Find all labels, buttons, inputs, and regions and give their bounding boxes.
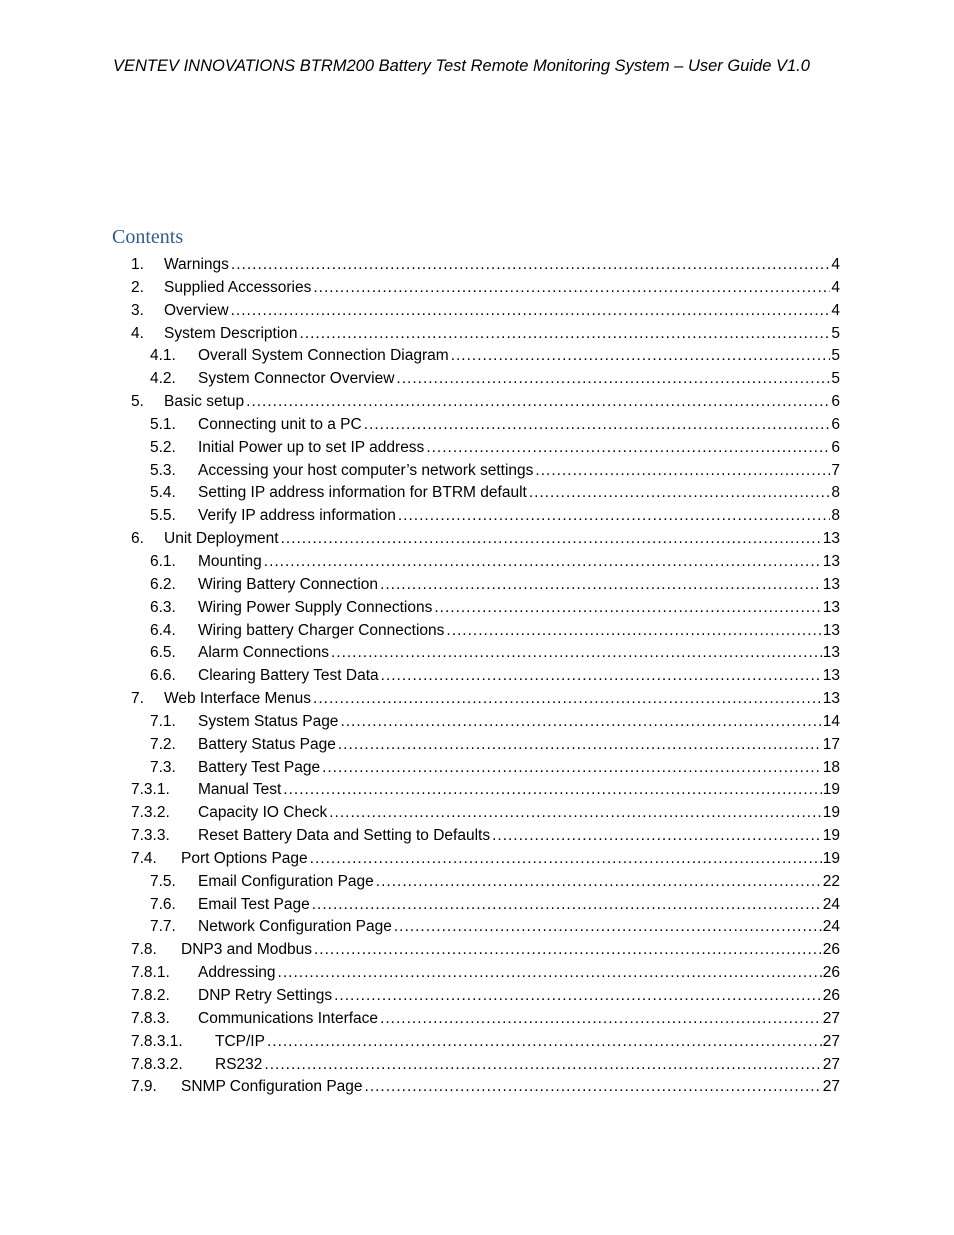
toc-entry-label: Email Configuration Page — [198, 871, 376, 894]
toc-entry-label: Addressing — [198, 962, 278, 985]
dot-leader — [313, 688, 822, 711]
toc-entry-number: 6. — [131, 530, 144, 548]
toc-entry-page-number: 13 — [822, 575, 840, 593]
toc-entry-page-number: 19 — [822, 827, 840, 845]
toc-entry-label: Clearing Battery Test Data — [198, 665, 381, 688]
toc-entry-number: 7.8.1. — [131, 964, 170, 982]
toc-entry[interactable] — [0, 985, 954, 1008]
toc-entry-number: 5. — [131, 393, 144, 411]
toc-entry-number: 7.1. — [150, 712, 176, 730]
toc-entry[interactable] — [0, 254, 954, 277]
dot-leader — [314, 939, 822, 962]
toc-entry-label: Overall System Connection Diagram — [198, 345, 451, 368]
toc-entry[interactable] — [0, 939, 954, 962]
toc-entry[interactable] — [0, 894, 954, 917]
toc-entry-number: 7.3.2. — [131, 804, 170, 822]
toc-entry-label: Alarm Connections — [198, 642, 331, 665]
toc-entry[interactable] — [0, 300, 954, 323]
dot-leader — [331, 642, 822, 665]
dot-leader — [313, 277, 830, 300]
dot-leader — [380, 574, 822, 597]
toc-entry-label: Web Interface Menus — [164, 688, 313, 711]
toc-entry-number: 6.5. — [150, 644, 176, 662]
toc-entry-number: 7.3. — [150, 758, 176, 776]
dot-leader — [529, 482, 831, 505]
toc-entry[interactable] — [0, 642, 954, 665]
toc-entry-label: Mounting — [198, 551, 264, 574]
toc-entry-label: Accessing your host computer’s network settings — [198, 460, 535, 483]
dot-leader — [451, 345, 831, 368]
toc-entry-page-number: 27 — [822, 1055, 840, 1073]
toc-entry-label: System Connector Overview — [198, 368, 396, 391]
toc-entry[interactable] — [0, 597, 954, 620]
dot-leader — [340, 711, 821, 734]
toc-entry-number: 7.7. — [150, 918, 176, 936]
toc-entry-page-number: 27 — [822, 1009, 840, 1027]
toc-entry-number: 7.4. — [131, 849, 157, 867]
toc-entry-label: Battery Status Page — [198, 734, 338, 757]
toc-entry[interactable] — [0, 391, 954, 414]
toc-entry-label: Wiring battery Charger Connections — [198, 620, 446, 643]
toc-entry-page-number: 4 — [831, 256, 840, 273]
dot-leader — [446, 620, 821, 643]
dot-leader — [281, 528, 822, 551]
toc-entry[interactable] — [0, 551, 954, 574]
toc-entry-page-number: 13 — [822, 644, 840, 662]
toc-entry-label: Warnings — [164, 254, 231, 277]
toc-entry[interactable] — [0, 1031, 954, 1054]
dot-leader — [398, 505, 831, 528]
toc-entry[interactable] — [0, 802, 954, 825]
toc-entry-page-number: 8 — [831, 484, 840, 502]
dot-leader — [300, 323, 831, 346]
toc-entry-page-number: 5 — [831, 324, 840, 342]
toc-entry-number: 5.3. — [150, 461, 176, 479]
toc-entry-page-number: 13 — [822, 621, 840, 639]
toc-entry-label: Basic setup — [164, 391, 246, 414]
toc-entry-label: Wiring Battery Connection — [198, 574, 380, 597]
toc-entry-label: Battery Test Page — [198, 757, 322, 780]
toc-entry-number: 7.2. — [150, 735, 176, 753]
toc-entry-page-number: 27 — [822, 1078, 840, 1096]
toc-entry-number: 6.2. — [150, 575, 176, 593]
dot-leader — [376, 871, 822, 894]
toc-entry-number: 7.8. — [131, 941, 157, 959]
toc-entry[interactable] — [0, 414, 954, 437]
toc-entry[interactable] — [0, 871, 954, 894]
dot-leader — [329, 802, 822, 825]
toc-entry-number: 7.3.1. — [131, 781, 170, 799]
toc-entry[interactable] — [0, 505, 954, 528]
toc-entry-number: 6.4. — [150, 621, 176, 639]
toc-entry-label: Reset Battery Data and Setting to Defaults — [198, 825, 492, 848]
dot-leader — [310, 848, 822, 871]
toc-entry[interactable] — [0, 574, 954, 597]
toc-entry[interactable] — [0, 711, 954, 734]
toc-entry[interactable] — [0, 688, 954, 711]
toc-entry-number: 6.1. — [150, 552, 176, 570]
toc-entry[interactable] — [0, 528, 954, 551]
toc-entry-label: Manual Test — [198, 779, 283, 802]
dot-leader — [264, 551, 822, 574]
dot-leader — [283, 779, 821, 802]
toc-entry-number: 6.3. — [150, 598, 176, 616]
toc-entry-page-number: 14 — [822, 712, 840, 730]
toc-entry-label: Setting IP address information for BTRM default — [198, 482, 529, 505]
toc-entry-number: 5.2. — [150, 438, 176, 456]
dot-leader — [278, 962, 822, 985]
toc-entry[interactable] — [0, 825, 954, 848]
toc-entry[interactable] — [0, 460, 954, 483]
toc-entry-page-number: 13 — [822, 690, 840, 708]
toc-entry-page-number: 26 — [822, 941, 840, 959]
toc-entry[interactable] — [0, 1076, 954, 1099]
dot-leader — [380, 1008, 822, 1031]
toc-entry[interactable] — [0, 482, 954, 505]
toc-entry-number: 4.1. — [150, 347, 176, 365]
toc-entry-page-number: 6 — [831, 393, 840, 411]
toc-entry[interactable] — [0, 734, 954, 757]
toc-entry-page-number: 19 — [822, 804, 840, 822]
toc-entry-label: Capacity IO Check — [198, 802, 329, 825]
dot-leader — [396, 368, 830, 391]
toc-entry-page-number: 8 — [831, 507, 840, 525]
toc-entry-number: 7.8.3.2. — [131, 1055, 183, 1073]
toc-entry-label: System Description — [164, 323, 300, 346]
toc-entry-page-number: 6 — [831, 438, 840, 456]
dot-leader — [426, 437, 830, 460]
dot-leader — [312, 894, 822, 917]
toc-entry-page-number: 24 — [822, 918, 840, 936]
toc-entry-label: Initial Power up to set IP address — [198, 437, 426, 460]
toc-entry-page-number: 13 — [822, 552, 840, 570]
dot-leader — [364, 414, 831, 437]
toc-entry[interactable] — [0, 848, 954, 871]
toc-entry-number: 4.2. — [150, 370, 176, 388]
toc-entry-number: 6.6. — [150, 667, 176, 685]
toc-entry[interactable] — [0, 345, 954, 368]
toc-entry-label: RS232 — [215, 1054, 264, 1077]
dot-leader — [492, 825, 822, 848]
dot-leader — [231, 254, 830, 277]
toc-entry-page-number: 19 — [822, 849, 840, 867]
toc-entry-number: 5.4. — [150, 484, 176, 502]
dot-leader — [365, 1076, 822, 1099]
toc-entry-label: SNMP Configuration Page — [181, 1076, 365, 1099]
toc-entry-label: System Status Page — [198, 711, 340, 734]
toc-entry-page-number: 26 — [822, 964, 840, 982]
dot-leader — [267, 1031, 822, 1054]
dot-leader — [381, 665, 822, 688]
toc-entry-page-number: 4 — [831, 301, 840, 319]
toc-entry-page-number: 24 — [822, 895, 840, 913]
dot-leader — [394, 916, 822, 939]
toc-entry-label: Email Test Page — [198, 894, 312, 917]
toc-entry-label: Port Options Page — [181, 848, 310, 871]
toc-entry-label: Network Configuration Page — [198, 916, 394, 939]
toc-entry-page-number: 26 — [822, 987, 840, 1004]
toc-entry-number: 5.5. — [150, 507, 176, 525]
toc-entry[interactable] — [0, 962, 954, 985]
toc-entry-label: Verify IP address information — [198, 505, 398, 528]
toc-entry-number: 5.1. — [150, 415, 176, 433]
toc-entry-label: Unit Deployment — [164, 528, 281, 551]
toc-entry-number: 2. — [131, 278, 144, 296]
toc-entry-number: 1. — [131, 256, 144, 273]
toc-entry-number: 3. — [131, 301, 144, 319]
toc-entry-number: 7.8.3. — [131, 1009, 170, 1027]
toc-entry-label: DNP3 and Modbus — [181, 939, 314, 962]
toc-entry-page-number: 5 — [831, 347, 840, 365]
dot-leader — [231, 300, 831, 323]
toc-entry-page-number: 19 — [822, 781, 840, 799]
toc-entry[interactable] — [0, 620, 954, 643]
dot-leader — [535, 460, 830, 483]
toc-entry-page-number: 13 — [822, 530, 840, 548]
toc-entry-label: Connecting unit to a PC — [198, 414, 364, 437]
toc-entry[interactable] — [0, 1008, 954, 1031]
toc-entry-number: 7.5. — [150, 872, 176, 890]
toc-entry-number: 7.6. — [150, 895, 176, 913]
toc-entry-number: 7. — [131, 690, 144, 708]
toc-entry[interactable] — [0, 277, 954, 300]
dot-leader — [246, 391, 830, 414]
toc-entry-label: Wiring Power Supply Connections — [198, 597, 434, 620]
toc-entry[interactable] — [0, 437, 954, 460]
toc-entry-page-number: 6 — [831, 415, 840, 433]
dot-leader — [334, 985, 822, 1008]
toc-entry[interactable] — [0, 665, 954, 688]
toc-entry-page-number: 7 — [831, 461, 840, 479]
toc-entry[interactable] — [0, 1054, 954, 1077]
toc-entry[interactable] — [0, 779, 954, 802]
toc-entry-page-number: 13 — [822, 598, 840, 616]
toc-entry-page-number: 18 — [822, 758, 840, 776]
dot-leader — [434, 597, 821, 620]
toc-entry-page-number: 27 — [822, 1032, 840, 1050]
toc-entry-number: 7.8.2. — [131, 987, 170, 1004]
toc-entry-label: DNP Retry Settings — [198, 985, 334, 1008]
toc-entry[interactable] — [0, 323, 954, 346]
dot-leader — [322, 757, 822, 780]
toc-list — [0, 254, 954, 1099]
toc-entry-page-number: 5 — [831, 370, 840, 388]
toc-entry-number: 7.8.3.1. — [131, 1032, 183, 1050]
toc-entry-page-number: 13 — [822, 667, 840, 685]
page-header: VENTEV INNOVATIONS BTRM200 Battery Test Remote Monitoring System – User Guide V1.0 — [113, 57, 810, 75]
toc-entry[interactable] — [0, 368, 954, 391]
toc-entry-label: Communications Interface — [198, 1008, 380, 1031]
toc-entry-number: 7.3.3. — [131, 827, 170, 845]
toc-entry-page-number: 22 — [822, 872, 840, 890]
toc-entry-label: Supplied Accessories — [164, 277, 313, 300]
toc-entry[interactable] — [0, 916, 954, 939]
toc-entry-label: Overview — [164, 300, 231, 323]
toc-title: Contents — [112, 226, 184, 248]
toc-entry-label: TCP/IP — [215, 1031, 267, 1054]
dot-leader — [264, 1054, 821, 1077]
dot-leader — [338, 734, 822, 757]
toc-entry-page-number: 4 — [831, 278, 840, 296]
toc-entry-page-number: 17 — [822, 735, 840, 753]
toc-entry-number: 7.9. — [131, 1078, 157, 1096]
toc-entry[interactable] — [0, 757, 954, 780]
toc-entry-number: 4. — [131, 324, 144, 342]
